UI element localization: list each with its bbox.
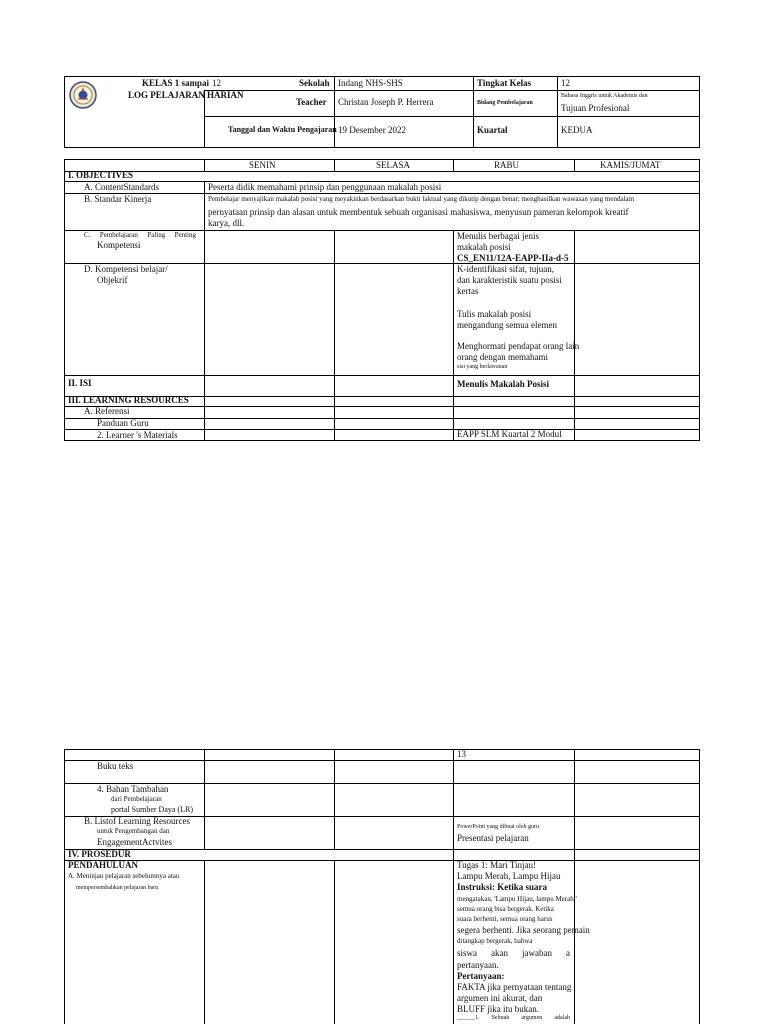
objective-rabu-line: orang dengan memahami xyxy=(457,352,548,362)
kuartal-label: Kuartal xyxy=(477,125,508,135)
performance-standard-line3: karya, dll. xyxy=(208,218,245,228)
objective-rabu-line: K-identifikasi sifat, tujuan, xyxy=(457,264,554,274)
day-senin: SENIN xyxy=(249,160,276,170)
sekolah-value: Indang NHS-SHS xyxy=(338,78,403,88)
content-standards-label: A. ContentStandards xyxy=(84,182,159,192)
resources-heading: III. LEARNING RESOURCES xyxy=(68,395,189,405)
reference-label: A. Referensi xyxy=(84,406,130,416)
deped-seal-logo xyxy=(69,81,97,109)
review-lesson-line1: A. Meninjau pelajaran sebelumnya atau xyxy=(68,872,180,880)
learner-materials-rabu-cont: 13 xyxy=(457,749,466,759)
day-selasa: SELASA xyxy=(376,160,411,170)
objective-rabu-line: sisi yang berlawanan xyxy=(457,364,508,370)
activity-line: mengatakan, 'Lampu Hijau, lampu Merah,' xyxy=(457,895,577,903)
kelas-label: KELAS 1 sampai xyxy=(142,78,210,88)
tanggal-label: Tanggal dan Waktu Pengajaran xyxy=(228,125,337,134)
competency-label-line2: Kompetensi xyxy=(97,240,141,250)
log-title: LOG PELAJARAN HARIAN xyxy=(128,90,244,100)
activity-line: suara berhenti, semua orang harus xyxy=(457,915,553,923)
competency-rabu-line2: makalah posisi xyxy=(457,242,511,252)
question-line: BLUFF jika itu bukan. xyxy=(457,1004,540,1014)
competency-code: CS_EN11/12A-EAPP-IIa-d-5 xyxy=(457,253,569,263)
teacher-label: Teacher xyxy=(296,97,327,107)
activity-line: semua orang bisa bergerak. Ketika xyxy=(457,905,554,913)
textbook-label: Buku teks xyxy=(97,761,134,771)
learning-objective-label-line2: Objekrif xyxy=(97,275,128,285)
kuartal-value: KEDUA xyxy=(561,125,593,135)
learner-materials-label: 2. Learner 's Materials xyxy=(97,430,178,440)
performance-standard-line1: Pembelajar menyajikan makalah posisi yang meyakinkan berdasarkan bukti faktual yang dikutip dengan benar; menghasilkan wawasan yang mendalam xyxy=(208,195,635,203)
review-lesson-line2: mempersembahkan pelajaran baru xyxy=(76,885,159,891)
tingkat-value: 12 xyxy=(561,78,570,88)
resources-list-line2: untuk Pengembangan dan xyxy=(97,827,170,835)
objective-rabu-line: kertas xyxy=(457,286,479,296)
question-line: FAKTA jika pernyataan tentang xyxy=(457,982,572,992)
activity-line: pertanyaan. xyxy=(457,960,499,970)
pendahuluan-heading: PENDAHULUAN xyxy=(68,860,139,870)
resources-list-rabu-line2: Presentasi pelajaran xyxy=(457,833,529,843)
performance-standard-line2: pernyataan prinsip dan alasan untuk membentuk sebuah organisasi mahasiswa, menyusun pameran kelompok kreatif xyxy=(208,207,629,217)
bidang-line1: Bahasa Inggris untuk Akademis dan xyxy=(561,93,648,99)
additional-materials-line1: 4. Bahan Tambahan xyxy=(97,784,169,794)
bidang-line2: Tujuan Profesional xyxy=(561,103,630,113)
objective-rabu-line: Tulis makalah posisi xyxy=(457,309,532,319)
bidang-label: Bidang Pembelajaran xyxy=(477,100,533,106)
resources-list-rabu-line1: PowerPoint yang dibuat oleh guru xyxy=(457,824,539,830)
isi-rabu: Menulis Makalah Posisi xyxy=(457,379,550,389)
tanggal-value: 19 Desember 2022 xyxy=(338,125,406,135)
activity-line: segera berhenti. Jika seorang pemain xyxy=(457,925,590,935)
activity-title: Tugas 1: Mari Tinjau! xyxy=(457,860,536,870)
sekolah-label: Sekolah xyxy=(299,78,330,88)
objectives-heading: I. OBJECTIVES xyxy=(68,170,134,180)
objective-rabu-line: dan karakteristik suatu posisi xyxy=(457,275,562,285)
resources-list-line3: EngagementActvites xyxy=(97,837,172,847)
day-rabu: RABU xyxy=(494,160,520,170)
objective-rabu-line: Menghormati pendapat orang lain xyxy=(457,341,580,351)
content-standards-value: Peserta didik memahami prinsip dan penggunaan makalah posisi xyxy=(208,182,442,192)
additional-materials-line3: portal Sumber Daya (LR) xyxy=(111,805,193,814)
teacher-guide-label: Panduan Guru xyxy=(97,418,149,428)
activity-line: ditangkap bergerak, bahwa xyxy=(457,937,533,945)
objective-rabu-line: mengandung semua elemen xyxy=(457,320,557,330)
additional-materials-line2: dari Pembelajaran xyxy=(111,795,162,803)
activity-game: Lampu Merah, Lampu Hijau xyxy=(457,871,561,881)
learner-materials-rabu: EAPP SLM Kuartal 2 Modul xyxy=(457,429,562,439)
kelas-value: 12 xyxy=(212,78,221,88)
isi-heading: II. ISI xyxy=(68,378,92,388)
question-line: argumen ini akurat, dan xyxy=(457,993,543,1003)
competency-label-line1: C. Pembelajaran Paling Penting xyxy=(84,231,196,239)
resources-list-line1: B. Listof Learning Resources xyxy=(84,816,190,826)
competency-rabu-line1: Menulis berbagai jenis xyxy=(457,231,539,241)
activity-instruction: Instruksi: Ketika suara xyxy=(457,882,548,892)
teacher-value: Christan Joseph P. Herrera xyxy=(338,97,434,107)
activity-line: siswa akan jawaban a xyxy=(457,948,570,958)
day-kamis: KAMIS/JUMAT xyxy=(600,160,661,170)
question-line: ______1. Sebuah argumen adalah xyxy=(457,1015,570,1021)
learning-objective-label-line1: D. Kompetensi belajar/ xyxy=(84,264,168,274)
prosedur-heading: IV. PROSEDUR xyxy=(68,849,131,859)
questions-heading: Pertanyaan: xyxy=(457,971,505,981)
performance-standard-label: B. Standar Kinerja xyxy=(84,194,152,204)
tingkat-label: Tingkat Kelas xyxy=(477,78,532,88)
